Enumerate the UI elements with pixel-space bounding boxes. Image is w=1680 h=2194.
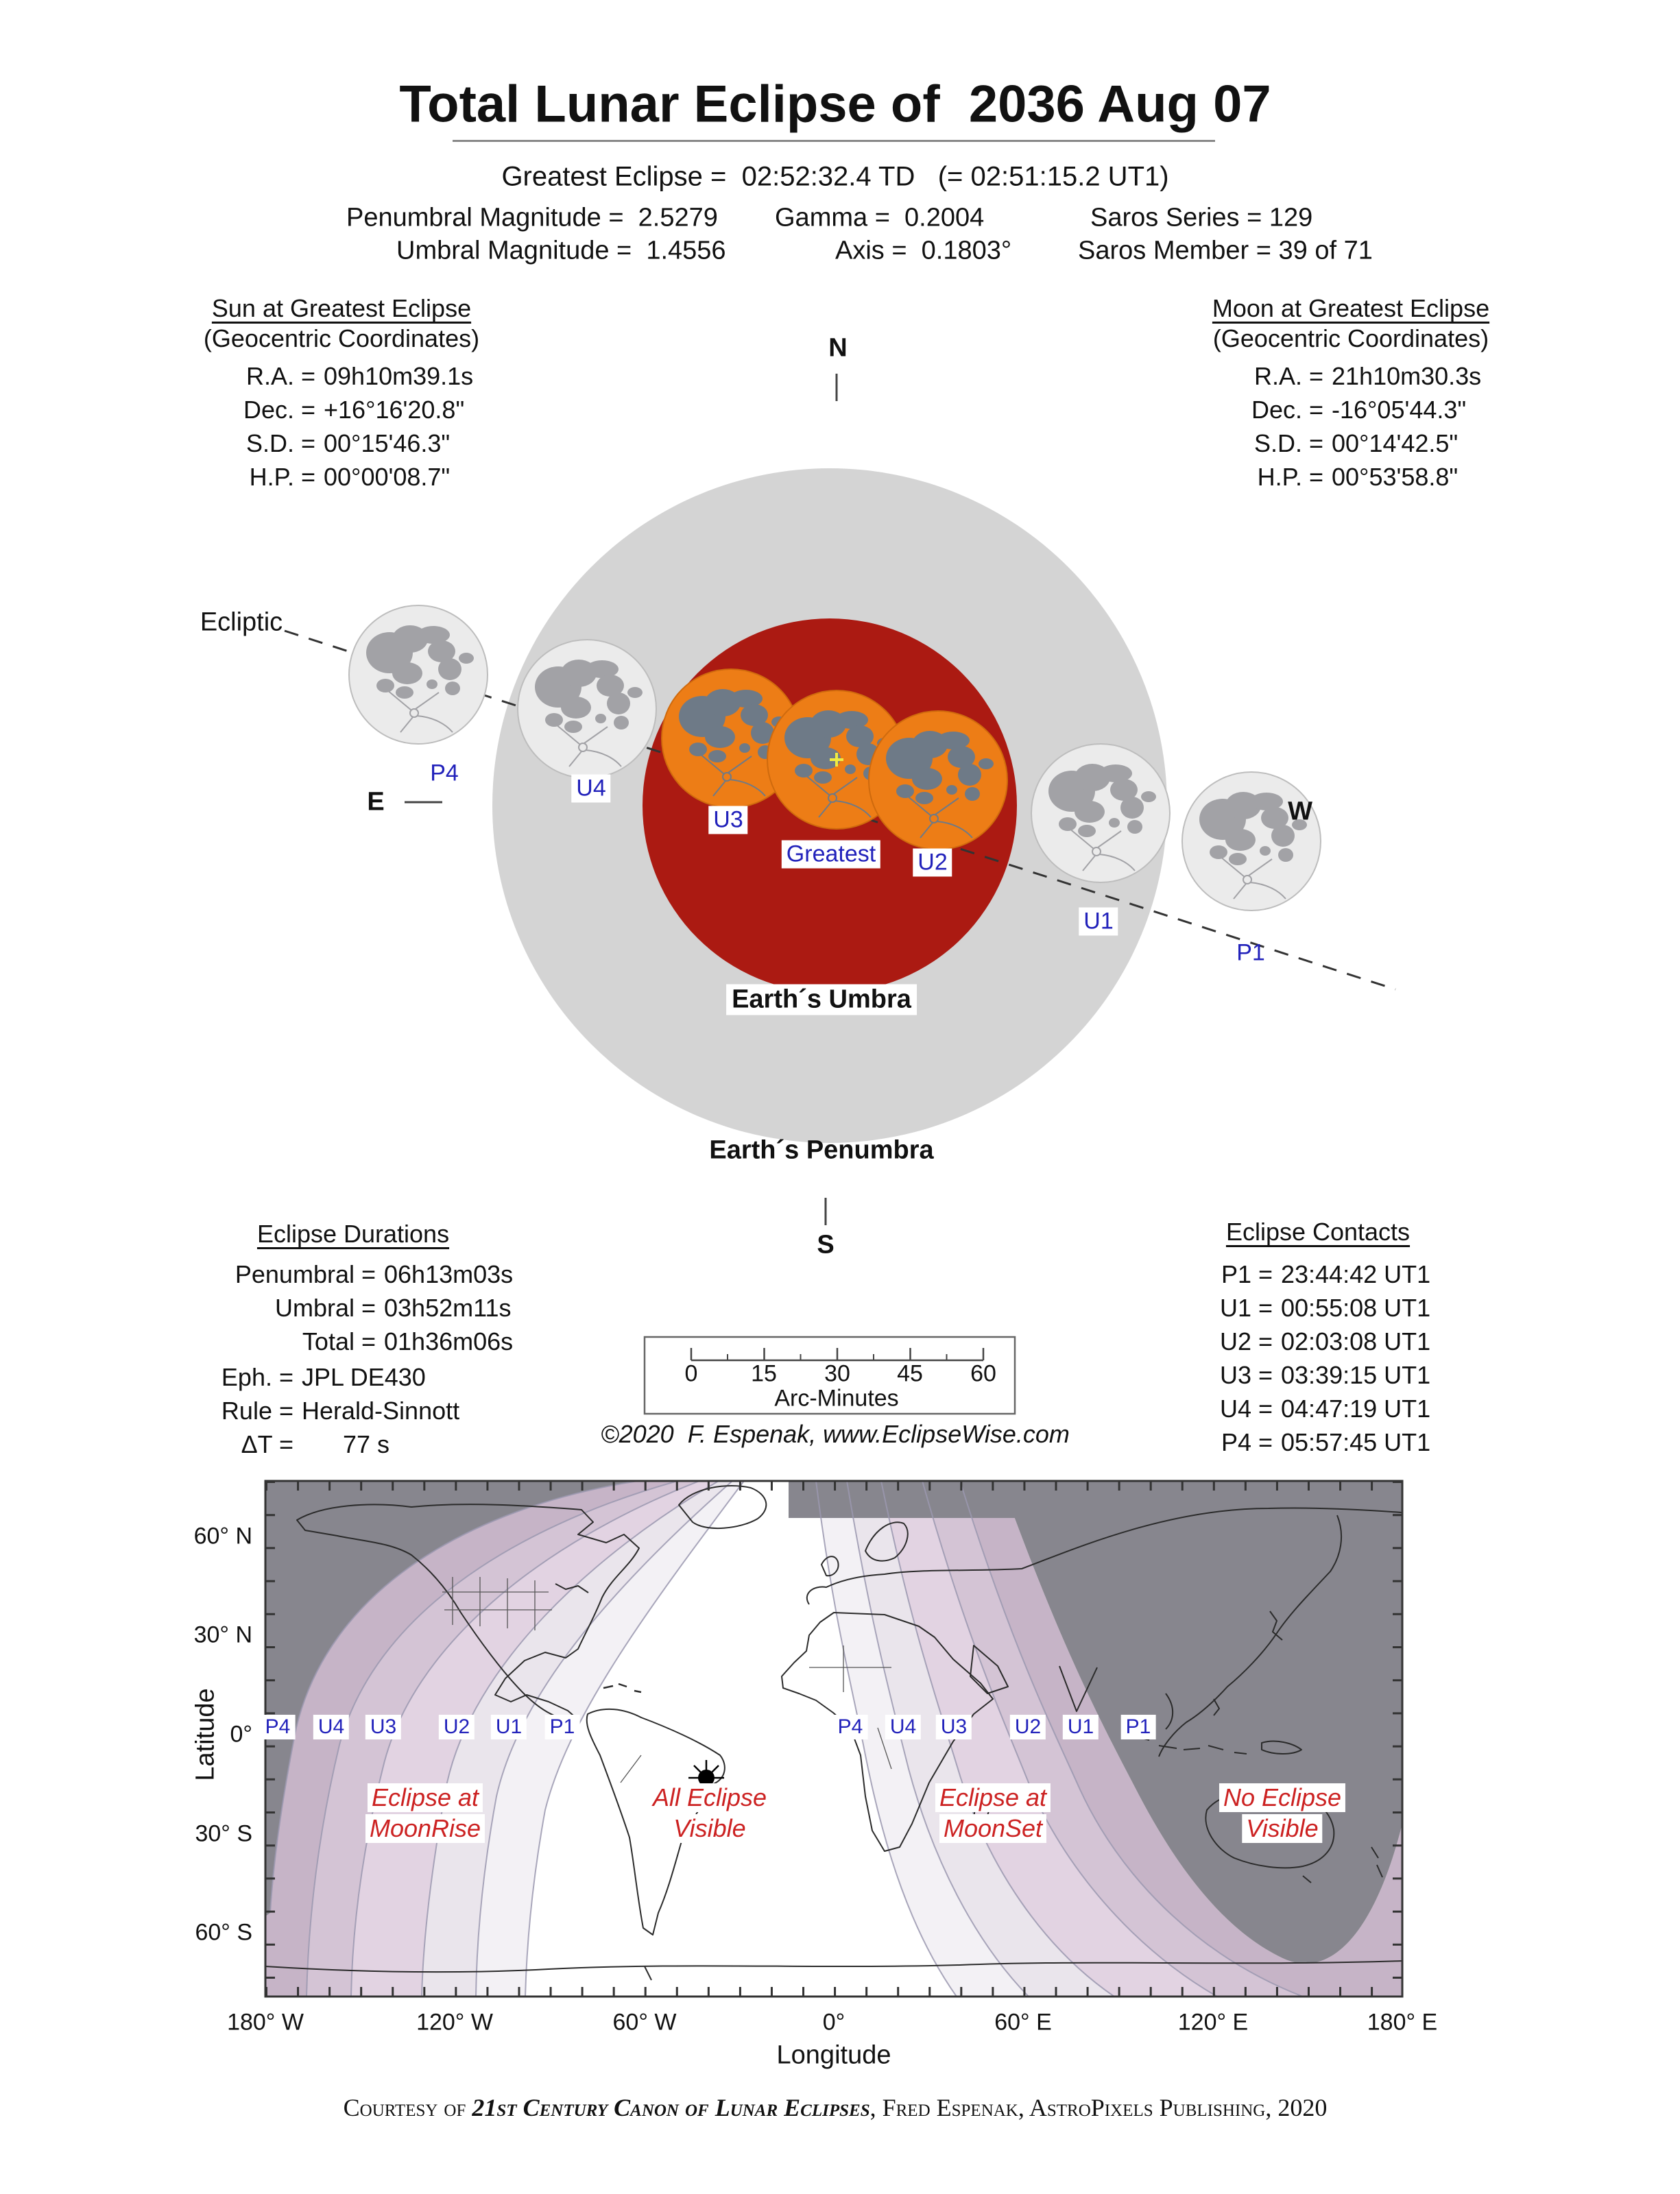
scale-tick-45: 45 [897, 1360, 923, 1387]
map-contact-left-p1: P1 [545, 1715, 580, 1739]
penumbra-label: Earth´s Penumbra [709, 1135, 934, 1165]
total-duration-value: 01h36m06s [384, 1327, 514, 1355]
map-contact-left-u1: U1 [491, 1715, 527, 1739]
region-no-eclipse-line2: Visible [1242, 1814, 1322, 1843]
sun-sd-label: S.D. = [245, 429, 315, 457]
contact-label-u3: U3 [708, 806, 747, 834]
scale-tick-15: 15 [751, 1360, 777, 1387]
moon-sd-value: 00°14'42.5" [1332, 429, 1459, 457]
region-moonset-line2: MoonSet [939, 1814, 1046, 1843]
title-rule [453, 140, 1215, 142]
copyright-credit: ©2020 F. Espenak, www.EclipseWise.com [601, 1420, 1070, 1448]
map-contact-right-u2: U2 [1010, 1715, 1046, 1739]
west-label: W [1288, 797, 1312, 826]
moon-sd-label: S.D. = [1253, 429, 1323, 457]
saros-member: Saros Member = 39 of 71 [1078, 236, 1373, 265]
contact-u2-label: U2 = [1219, 1327, 1273, 1355]
map-contact-left-p4: P4 [261, 1715, 296, 1739]
moon-block-subheading: (Geocentric Coordinates) [1212, 324, 1489, 352]
sun-coordinates [226, 362, 473, 492]
contact-p1-label: P1 = [1221, 1260, 1273, 1288]
axis-value: Axis = 0.1803° [835, 236, 1012, 265]
lat-tick-0: 0° [230, 1721, 252, 1748]
total-duration-label: Total = [302, 1327, 376, 1355]
ecliptic-label: Ecliptic [200, 607, 283, 637]
sun-hp-value: 00°00'08.7" [324, 463, 451, 491]
lat-tick-30n: 30° N [193, 1622, 252, 1648]
moon-ra-label: R.A. = [1253, 362, 1323, 390]
contact-u3-time: 03:39:15 UT1 [1281, 1361, 1431, 1389]
scale-tick-0: 0 [684, 1360, 698, 1387]
lon-tick-0: 0° [822, 2009, 845, 2036]
sun-ra-label: R.A. = [245, 362, 315, 390]
contact-p1-time: 23:44:42 UT1 [1281, 1260, 1431, 1288]
map-contact-right-u3: U3 [936, 1715, 972, 1739]
contact-label-u4: U4 [571, 775, 610, 803]
scale-tick-30: 30 [824, 1360, 850, 1387]
region-no-eclipse-line1: No Eclipse [1219, 1783, 1345, 1812]
sun-dec-value: +16°16'20.8" [324, 396, 465, 424]
contact-u1-label: U1 = [1219, 1294, 1273, 1322]
moon-p1 [1182, 772, 1321, 911]
north-label: N [828, 333, 848, 363]
moon-u4 [518, 640, 656, 778]
contact-p4-time: 05:57:45 UT1 [1281, 1428, 1431, 1456]
moon-ra-value: 21h10m30.3s [1332, 362, 1482, 390]
durations-rows [218, 1260, 513, 1356]
rule-label: Rule = [221, 1397, 293, 1425]
map-ylabel: Latitude [191, 1688, 220, 1781]
delta-t-label: ΔT = [241, 1430, 293, 1458]
sun-dec-label: Dec. = [243, 396, 315, 424]
page-title: Total Lunar Eclipse of 2036 Aug 07 [399, 75, 1271, 134]
contact-label-greatest: Greatest [782, 841, 880, 869]
contacts-heading: Eclipse Contacts [1225, 1218, 1411, 1246]
map-contact-right-p4: P4 [833, 1715, 868, 1739]
gamma-value: Gamma = 0.2004 [775, 203, 985, 232]
lon-tick-120e: 120° E [1177, 2009, 1249, 2036]
moon-dec-label: Dec. = [1251, 396, 1323, 424]
ephemeris-value: JPL DE430 [302, 1363, 426, 1391]
region-moonset-line1: Eclipse at [935, 1783, 1051, 1812]
lon-tick-120w: 120° W [416, 2009, 493, 2036]
region-all-visible-line2: Visible [669, 1814, 749, 1843]
contact-label-p1: P1 [1236, 939, 1265, 966]
durations-heading: Eclipse Durations [256, 1220, 450, 1248]
saros-series: Saros Series = 129 [1090, 203, 1313, 232]
moon-block-heading: Moon at Greatest Eclipse [1212, 294, 1490, 322]
courtesy-footer [344, 2093, 1328, 2122]
lat-tick-60s: 60° S [195, 1919, 252, 1946]
region-moonrise-line2: MoonRise [365, 1814, 485, 1843]
contacts-rows [1219, 1260, 1430, 1457]
map-contact-left-u4: U4 [313, 1715, 349, 1739]
sun-ra-value: 09h10m39.1s [324, 362, 474, 390]
lat-tick-30s: 30° S [195, 1820, 252, 1847]
umbral-duration-label: Umbral = [274, 1294, 376, 1322]
lat-tick-60n: 60° N [193, 1523, 252, 1550]
ephemeris-rows [218, 1363, 459, 1459]
penumbral-duration-label: Penumbral = [235, 1260, 376, 1288]
shadow-diagram [285, 374, 1395, 1225]
contact-label-u2: U2 [913, 849, 952, 877]
delta-t-value: 77 s [343, 1430, 390, 1458]
ephemeris-label: Eph. = [221, 1363, 293, 1391]
rule-value: Herald-Sinnott [302, 1397, 460, 1425]
contact-label-u1: U1 [1079, 908, 1118, 936]
umbral-magnitude: Umbral Magnitude = 1.4556 [396, 236, 726, 265]
penumbral-magnitude: Penumbral Magnitude = 2.5279 [346, 203, 718, 232]
contact-label-p4: P4 [430, 760, 459, 786]
umbral-duration-value: 03h52m11s [384, 1294, 512, 1322]
moon-u2 [869, 711, 1007, 849]
moon-hp-label: H.P. = [1257, 463, 1323, 491]
map-contact-left-u2: U2 [439, 1715, 475, 1739]
sun-hp-label: H.P. = [249, 463, 315, 491]
contact-u1-time: 00:55:08 UT1 [1281, 1294, 1431, 1322]
contact-u4-time: 04:47:19 UT1 [1281, 1395, 1431, 1423]
contact-p4-label: P4 = [1221, 1428, 1273, 1456]
sun-sd-value: 00°15'46.3" [324, 429, 451, 457]
east-label: E [367, 787, 385, 817]
map-contact-right-p1: P1 [1121, 1715, 1156, 1739]
map-contact-right-u4: U4 [885, 1715, 921, 1739]
greatest-eclipse-time: Greatest Eclipse = 02:52:32.4 TD (= 02:51:15.2 UT1) [501, 161, 1169, 192]
moon-u1 [1031, 744, 1170, 882]
contact-u3-label: U3 = [1219, 1361, 1273, 1389]
lon-tick-180w: 180° W [227, 2009, 304, 2036]
footer-suffix: , Fred Espenak, AstroPixels Publishing, 2020 [869, 2094, 1328, 2121]
scale-tick-60: 60 [970, 1360, 996, 1387]
contact-u2-time: 02:03:08 UT1 [1281, 1327, 1431, 1355]
map-contact-right-u1: U1 [1063, 1715, 1099, 1739]
scale-unit-label: Arc-Minutes [774, 1385, 899, 1412]
lon-tick-180e: 180° E [1367, 2009, 1438, 2036]
penumbral-duration-value: 06h13m03s [384, 1260, 514, 1288]
region-all-visible-line1: All Eclipse [649, 1783, 771, 1812]
moon-dec-value: -16°05'44.3" [1332, 396, 1467, 424]
umbra-label: Earth´s Umbra [726, 985, 917, 1015]
sun-block-subheading: (Geocentric Coordinates) [203, 324, 480, 352]
footer-prefix: Courtesy of [343, 2094, 472, 2121]
map-contact-left-u3: U3 [365, 1715, 401, 1739]
region-moonrise-line1: Eclipse at [368, 1783, 483, 1812]
lon-tick-60e: 60° E [994, 2009, 1052, 2036]
moon-p4 [349, 605, 488, 744]
sun-block-heading: Sun at Greatest Eclipse [211, 294, 472, 322]
footer-book-title: 21st Century Canon of Lunar Eclipses [472, 2094, 870, 2121]
contact-u4-label: U4 = [1219, 1395, 1273, 1423]
moon-hp-value: 00°53'58.8" [1332, 463, 1459, 491]
lon-tick-60w: 60° W [612, 2009, 677, 2036]
south-label: S [817, 1230, 835, 1259]
map-xlabel: Longitude [776, 2040, 891, 2070]
moon-coordinates [1234, 362, 1481, 492]
